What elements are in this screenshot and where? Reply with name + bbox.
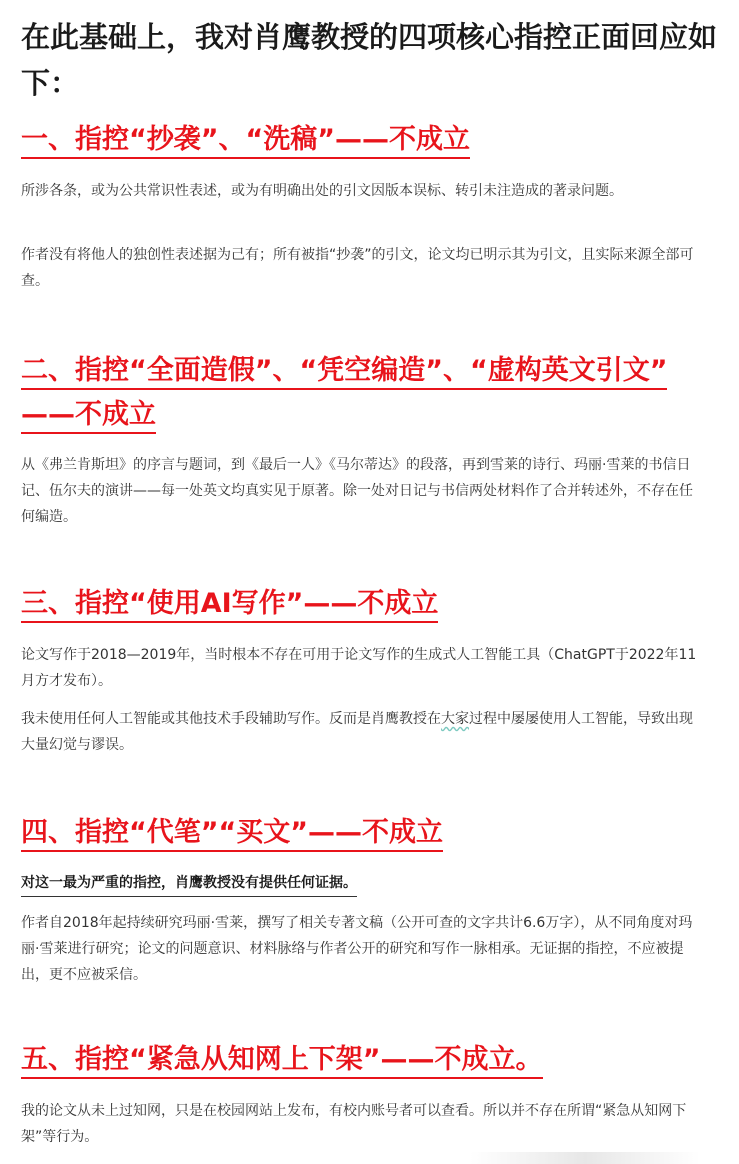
section-3-paragraph-1: 论文写作于2018—2019年，当时根本不存在可用于论文写作的生成式人工智能工具（ChatGPT于2022年11月方才发布）。 xyxy=(21,647,697,689)
section-3-paragraph-2-start: 我未使用任何人工智能或其他技术手段辅助写作。反而是肖鹰教授在 xyxy=(21,711,441,727)
page-title: 在此基础上，我对肖鹰教授的四项核心指控正面回应如下： xyxy=(21,20,718,100)
section-2-title-line-2: ——不成立 xyxy=(21,399,156,434)
section-5-title-text: 五、指控“紧急从知网上下架”——不成立。 xyxy=(21,1044,543,1079)
section-2-title-line-1: 二、指控“全面造假”、“凭空编造”、“虚构英文引文” xyxy=(21,355,667,390)
spellcheck-underlined-word: 大家 xyxy=(441,711,469,727)
section-5-paragraph-1: 我的论文从未上过知网，只是在校园网站上发布，有校内账号者可以查看。所以并不存在所谓“紧急从知网下架”等行为。 xyxy=(21,1103,687,1145)
section-3-title-text: 三、指控“使用AI写作”——不成立 xyxy=(21,588,438,623)
section-4-lead: 对这一最为严重的指控，肖鹰教授没有提供任何证据。 xyxy=(21,871,357,897)
section-5-title xyxy=(21,1038,543,1082)
section-2-paragraph-1: 从《弗兰肯斯坦》的序言与题词，到《最后一人》《马尔蒂达》的段落，再到雪莱的诗行、玛丽·雪莱的书信日记、伍尔夫的演讲——每一处英文均真实见于原著。除一处对日记与书信两处材料作了合并转述外，不存在任何编造。 xyxy=(21,457,693,525)
section-4-title xyxy=(21,811,443,855)
bottom-shadow-divider xyxy=(470,1152,700,1164)
section-2-title xyxy=(21,349,721,437)
section-4-title-text: 四、指控“代笔”“买文”——不成立 xyxy=(21,817,443,852)
section-3-paragraph-2-end: 过程中屡屡使用人工智能，导致出现大量幻觉与谬误。 xyxy=(21,711,693,753)
section-1-paragraph-2: 作者没有将他人的独创性表述据为己有；所有被指“抄袭”的引文，论文均已明示其为引文，且实际来源全部可查。 xyxy=(21,247,694,289)
section-1-paragraph-1: 所涉各条，或为公共常识性表述，或为有明确出处的引文因版本误标、转引未注造成的著录问题。 xyxy=(21,183,623,199)
section-1-title xyxy=(21,118,470,162)
section-3-paragraph-2 xyxy=(21,706,701,758)
section-1-title-text: 一、指控“抄袭”、“洗稿”——不成立 xyxy=(21,124,470,159)
section-3-title xyxy=(21,582,438,626)
section-4-paragraph-1: 作者自2018年起持续研究玛丽·雪莱，撰写了相关专著文稿（公开可查的文字共计6.6万字），从不同角度对玛丽·雪莱进行研究；论文的问题意识、材料脉络与作者公开的研究和写作一脉相承。无证据的指控，不应被提出，更不应被采信。 xyxy=(21,915,693,983)
